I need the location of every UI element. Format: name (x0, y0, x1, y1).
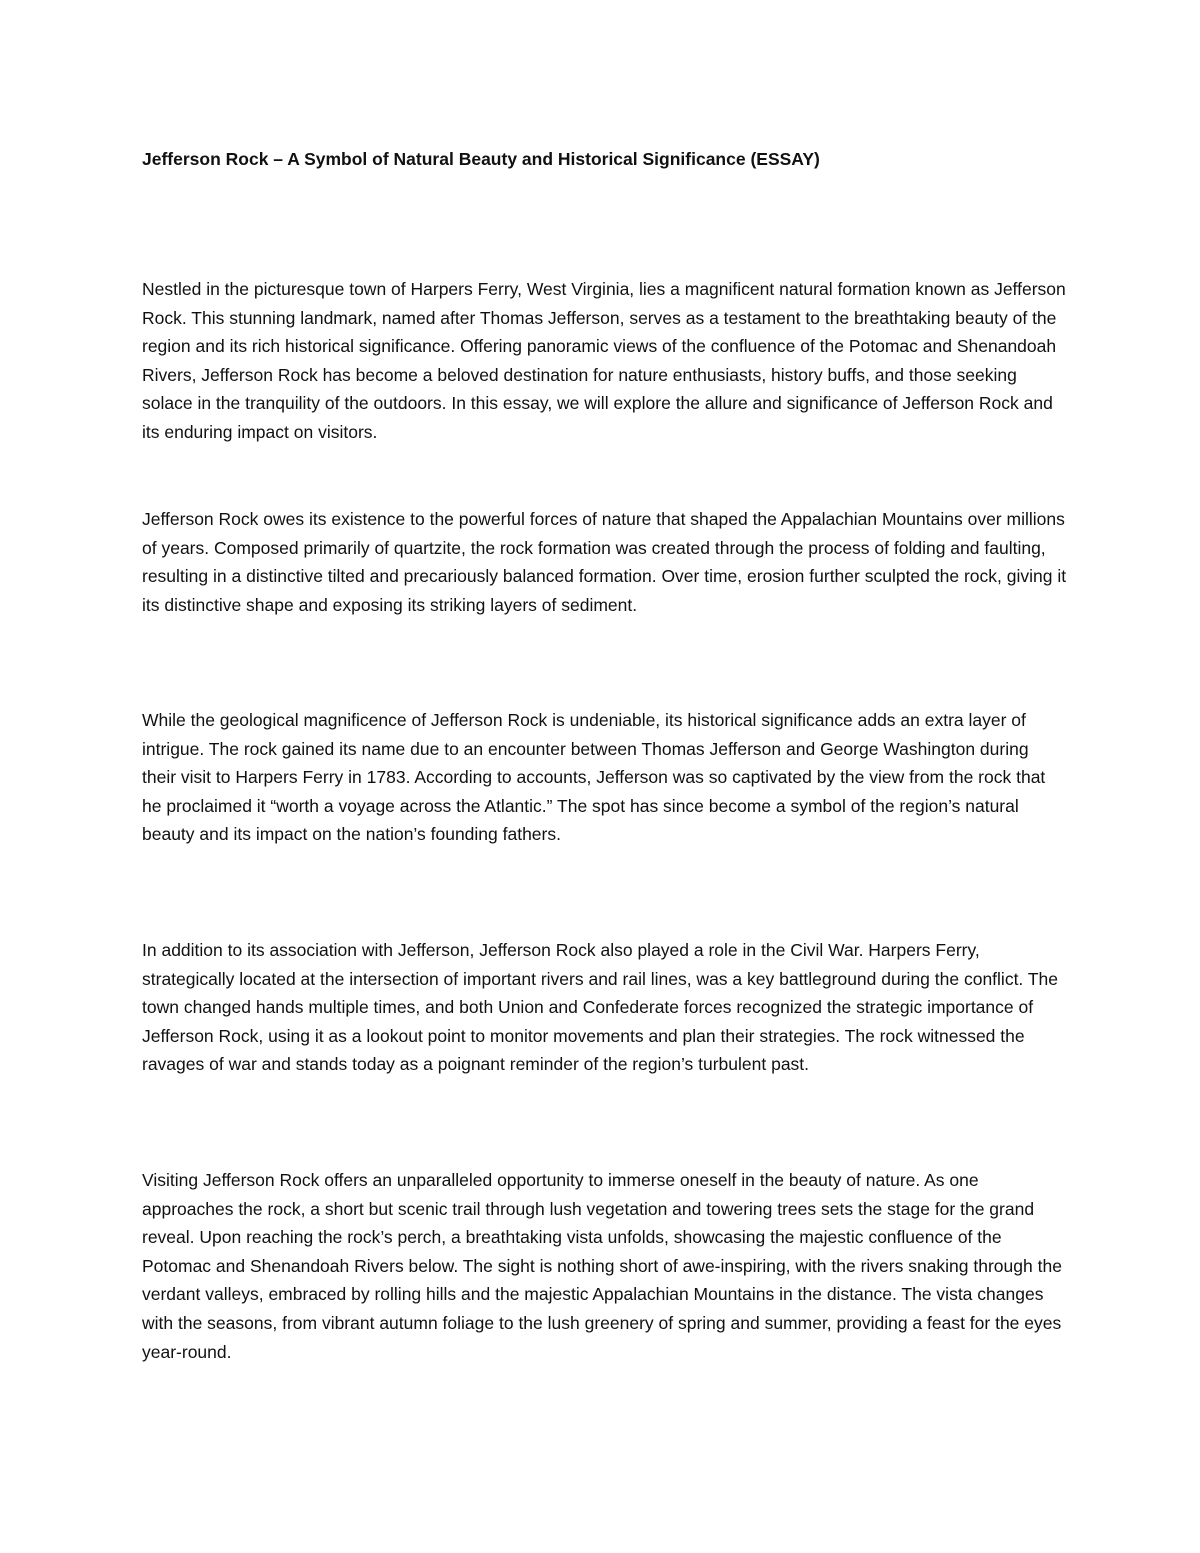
essay-paragraph-5: Visiting Jefferson Rock offers an unparalleled opportunity to immerse oneself in the beauty of nature. As one approaches the rock, a short but scenic trail through lush vegetation and towering trees sets the stage for the grand reveal. Upon reaching the rock’s perch, a breathtaking vista unfolds, showcasing the majestic confluence of the Potomac and Shenandoah Rivers below. The sight is nothing short of awe-inspiring, with the rivers snaking through the verdant valleys, embraced by rolling hills and the majestic Appalachian Mountains in the distance. The vista changes with the seasons, from vibrant autumn foliage to the lush greenery of spring and summer, providing a feast for the eyes year-round. (142, 1170, 1062, 1362)
essay-paragraph-1: Nestled in the picturesque town of Harpers Ferry, West Virginia, lies a magnificent natural formation known as Jefferson Rock. This stunning landmark, named after Thomas Jefferson, serves as a testament to the breathtaking beauty of the region and its rich historical significance. Offering panoramic views of the confluence of the Potomac and Shenandoah Rivers, Jefferson Rock has become a beloved destination for nature enthusiasts, history buffs, and those seeking solace in the tranquility of the outdoors. In this essay, we will explore the allure and significance of Jefferson Rock and its enduring impact on visitors. (142, 279, 1066, 442)
essay-paragraph-3: While the geological magnificence of Jefferson Rock is undeniable, its historical significance adds an extra layer of intrigue. The rock gained its name due to an encounter between Thomas Jefferson and George Washington during their visit to Harpers Ferry in 1783. According to accounts, Jefferson was so captivated by the view from the rock that he proclaimed it “worth a voyage across the Atlantic.” The spot has since become a symbol of the region’s natural beauty and its impact on the nation’s founding fathers. (142, 710, 1046, 845)
essay-paragraph-4: In addition to its association with Jefferson, Jefferson Rock also played a role in the Civil War. Harpers Ferry, strategically located at the intersection of important rivers and rail lines, was a key battleground during the conflict. The town changed hands multiple times, and both Union and Confederate forces recognized the strategic importance of Jefferson Rock, using it as a lookout point to monitor movements and plan their strategies. The rock witnessed the ravages of war and stands today as a poignant reminder of the region’s turbulent past. (142, 940, 1058, 1075)
essay-title: Jefferson Rock – A Symbol of Natural Beauty and Historical Significance (ESSAY) (142, 149, 820, 169)
essay-paragraph-2: Jefferson Rock owes its existence to the powerful forces of nature that shaped the Appalachian Mountains over millions of years. Composed primarily of quartzite, the rock formation was created through the process of folding and faulting, resulting in a distinctive tilted and precariously balanced formation. Over time, erosion further sculpted the rock, giving it its distinctive shape and exposing its striking layers of sediment. (142, 509, 1067, 615)
